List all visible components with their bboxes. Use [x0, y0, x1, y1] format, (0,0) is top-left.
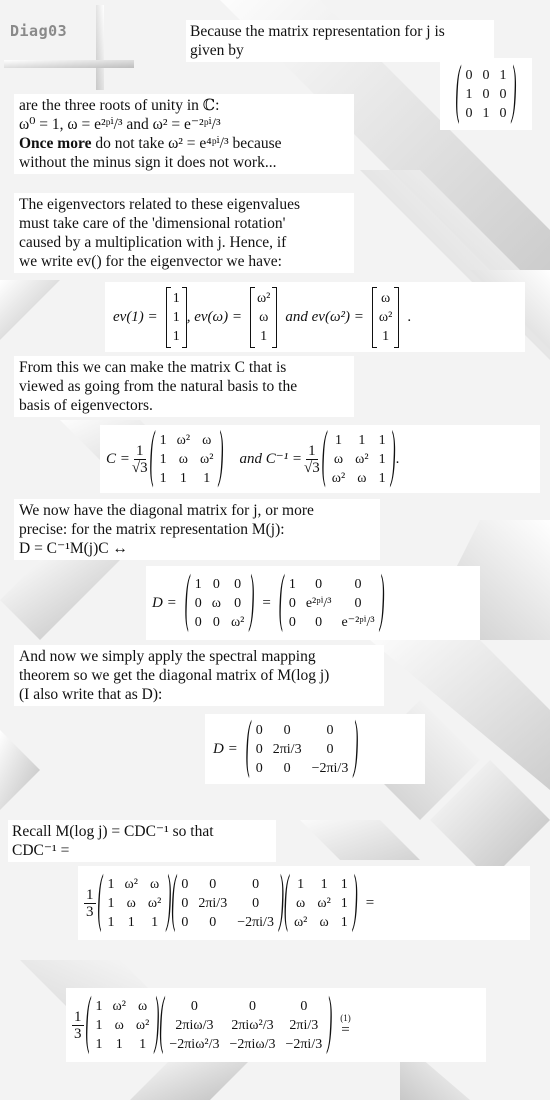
matrix-cell: 0: [465, 67, 473, 83]
matrix-cell: 0: [234, 576, 242, 592]
matrix-cell: 0: [252, 895, 260, 911]
matrix-cell: 1: [127, 914, 135, 930]
eigenvector-paragraph: The eigenvectors related to these eigenvalues must take care of the 'dimensional rotation' caused by a multiplication with j. Hence, if we write ev() for the eigenvector we have:: [14, 193, 354, 273]
diagonal-paragraph: We now have the diagonal matrix for j, or more precise: for the matrix representation M(j): D = C⁻¹M(j)C ↔: [14, 499, 380, 560]
matrix-cell: 0: [482, 86, 490, 102]
matrix-cell: 2πi/3: [198, 895, 228, 911]
matrix-cell: 0: [248, 998, 256, 1014]
matrix-cell: 1: [172, 328, 180, 344]
matrix-cell: 0: [354, 576, 362, 592]
matrix-c-paragraph: From this we can make the matrix C that is viewed as going from the natural basis to the basis of eigenvectors.: [14, 356, 354, 417]
matrix-cell: ω: [319, 914, 329, 930]
matrix-cell: 1: [288, 576, 296, 592]
matrix-row: [164, 1016, 327, 1035]
d-matrix-factor: [176, 875, 279, 932]
matrix-cell: ω²: [135, 1017, 150, 1033]
matrix-row: [91, 1035, 155, 1054]
matrix-cell: 0: [354, 595, 362, 611]
matrix-row: [155, 450, 219, 469]
matrix-row: [284, 594, 380, 613]
matrix-cell: −2πiω²/3: [169, 1036, 220, 1052]
matrix-cell: 1: [179, 470, 187, 486]
matrix-cell: ω: [381, 290, 391, 306]
matrix-row: [190, 575, 250, 594]
matrix-cell: 0: [194, 614, 202, 630]
matrix-cell: 0: [209, 876, 217, 892]
matrix-cell: 0: [482, 67, 490, 83]
matrix-row: [284, 575, 380, 594]
c-inverse-matrix: [327, 431, 391, 488]
matrix-cell: 0: [326, 741, 334, 757]
recall-paragraph: Recall M(log j) = CDC⁻¹ so that CDC⁻¹ =: [8, 820, 276, 862]
matrix-cell: 0: [181, 895, 189, 911]
matrix-cell: 0: [181, 914, 189, 930]
matrix-cell: ω: [296, 895, 306, 911]
matrix-row: [155, 431, 219, 450]
matrix-row: [374, 289, 397, 308]
matrix-row: [461, 85, 512, 104]
matrix-cell: 0: [283, 760, 291, 776]
matrix-row: [91, 1016, 155, 1035]
c-fraction: $\frac{1}{√3}$: [131, 442, 148, 476]
product-equation-1: $\frac{1}{3}$ ( 1 ω² ω 1 ω ω² 1 1 1 ) ( 0 0 0 0 2πi/3 0 0 0 −2πi/3 ) ( 1 1 1 ω ω² 1 ω² ω 1 ) =: [78, 866, 530, 940]
matrix-row: [251, 721, 354, 740]
matrix-cell: 1: [482, 105, 490, 121]
matrix-cell: 0: [194, 595, 202, 611]
matrix-cell: 2πiω²/3: [231, 1017, 274, 1033]
matrix-row: [284, 613, 380, 632]
matrix-row: [289, 875, 353, 894]
matrix-cell: 1: [151, 914, 159, 930]
matrix-cell: 1: [172, 309, 180, 325]
matrix-cell: 2πiω/3: [175, 1017, 214, 1033]
matrix-cell: 1: [340, 876, 348, 892]
matrix-row: [103, 875, 167, 894]
matrix-cell: 0: [465, 105, 473, 121]
spectral-paragraph: And now we simply apply the spectral mapping theorem so we get the diagonal matrix of M(log j) (I also write that as D):: [14, 645, 384, 706]
matrix-cell: 1: [465, 86, 473, 102]
d-matrices: D = ( 1 0 0 0 ω 0 0 0 ω² ) = ( 1 0 0 0 e²ᵖⁱ/³ 0 0 0 e⁻²ᵖⁱ/³ ): [146, 566, 480, 640]
matrix-cell: 0: [288, 614, 296, 630]
matrix-row: [327, 469, 391, 488]
matrix-cell: 0: [190, 998, 198, 1014]
matrix-cell: 2πi/3: [272, 741, 302, 757]
matrix-row: [252, 308, 275, 327]
eigenvector-equations: ev(1) = 1 1 1 , ev(ω) = ω² ω 1 and ev(ω²) = ω ω² 1 .: [105, 282, 525, 352]
matrix-cell: e⁻²ᵖⁱ/³: [341, 614, 375, 630]
matrix-row: [251, 740, 354, 759]
matrix-cell: 0: [499, 86, 507, 102]
matrix-cell: 0: [212, 576, 220, 592]
matrix-row: [91, 997, 155, 1016]
product-equation-2: $\frac{1}{3}$ ( 1 ω² ω 1 ω ω² 1 1 1 ) ( 0 0 0 2πiω/3 2πiω²/3 2πi/3 −2πiω²/3 −2πiω/3 −2πi/3 ) (1) =: [66, 988, 486, 1062]
matrix-row: [168, 327, 185, 346]
matrix-cell: ω: [150, 876, 160, 892]
matrix-cell: 1: [107, 895, 115, 911]
matrix-cell: 0: [252, 876, 260, 892]
matrix-cell: 1: [115, 1036, 123, 1052]
matrix-row: [374, 308, 397, 327]
matrix-j-table: [461, 66, 512, 123]
matrix-cell: 1: [382, 328, 390, 344]
matrix-cell: ω: [126, 895, 136, 911]
matrix-cell: ω²: [112, 998, 126, 1014]
matrix-row: [461, 104, 512, 123]
matrix-cell: −2πiω/3: [229, 1036, 276, 1052]
matrix-cell: ω²: [124, 876, 138, 892]
matrix-cell: ω²: [293, 914, 308, 930]
matrix-row: [289, 913, 353, 932]
matrix-cell: ω: [114, 1017, 124, 1033]
ev-omega2-vector: [372, 287, 399, 348]
matrix-cell: 1: [172, 290, 180, 306]
matrix-cell: 1: [358, 432, 366, 448]
matrix-cell: 0: [181, 876, 189, 892]
matrix-cell: −2πi/3: [237, 914, 274, 930]
matrix-cell: e²ᵖⁱ/³: [305, 595, 332, 611]
matrix-cell: ω²: [147, 895, 162, 911]
matrix-row: [374, 327, 397, 346]
matrix-cell: 1: [159, 470, 167, 486]
matrix-cell: 1: [499, 67, 507, 83]
matrix-cell: 1: [378, 470, 386, 486]
d-matrix-omega: [190, 575, 250, 632]
matrix-cell: ω: [333, 451, 344, 467]
matrix-cell: ω²: [256, 290, 271, 306]
matrix-cell: 1: [340, 895, 348, 911]
matrix-row: [176, 875, 279, 894]
dc-inverse-product: [164, 997, 327, 1054]
matrix-row: [190, 594, 250, 613]
matrix-cell: 0: [315, 614, 323, 630]
d-log-matrix-block: D = ( 0 0 0 0 2πi/3 0 0 0 −2πi/3 ): [205, 714, 425, 784]
matrix-cell: 0: [283, 722, 291, 738]
d-matrix-exp: [284, 575, 380, 632]
matrix-cell: ω²: [230, 614, 245, 630]
matrix-row: [103, 894, 167, 913]
matrix-row: [327, 431, 391, 450]
matrix-j: ( 0 0 1 1 0 0 0 1 0 ): [455, 56, 517, 127]
d-log-matrix: [251, 721, 354, 778]
c-matrix-factor-2: [91, 997, 155, 1054]
matrix-cell: 1: [297, 876, 305, 892]
matrix-row: [461, 66, 512, 85]
matrix-cell: ω²: [378, 309, 393, 325]
matrix-cell: 0: [499, 105, 507, 121]
matrix-cell: 1: [95, 1017, 103, 1033]
matrix-cell: 0: [234, 595, 242, 611]
intro-paragraph: Because the matrix representation for j is given by: [186, 20, 494, 62]
matrix-cell: ω: [259, 309, 269, 325]
matrix-cell: 0: [209, 914, 217, 930]
matrix-row: [164, 1035, 327, 1054]
matrix-row: [103, 913, 167, 932]
matrix-cell: ω²: [176, 432, 191, 448]
matrix-cell: 1: [340, 914, 348, 930]
matrix-cell: 0: [315, 576, 323, 592]
matrix-cell: 0: [255, 741, 263, 757]
logo: Diag03: [10, 22, 68, 40]
matrix-row: [168, 308, 185, 327]
matrix-cell: ω²: [331, 470, 346, 486]
c-matrices: C = $\frac{1}{√3}$ ( 1 ω² ω 1 ω ω² 1 1 1 ) and C⁻¹ = $\frac{1}{√3}$ ( 1 1 1 ω ω² 1 ω² ω 1 ) .: [100, 425, 540, 493]
matrix-cell: 0: [212, 614, 220, 630]
ev1-vector: [166, 287, 187, 348]
matrix-row: [289, 894, 353, 913]
matrix-row: [252, 327, 275, 346]
matrix-cell: 1: [320, 876, 328, 892]
matrix-cell: 1: [139, 1036, 147, 1052]
matrix-cell: 1: [95, 1036, 103, 1052]
matrix-cell: 1: [378, 451, 386, 467]
matrix-cell: 1: [334, 432, 342, 448]
roots-paragraph: are the three roots of unity in ℂ: ω⁰ = 1, ω = e²ᵖⁱ/³ and ω² = e⁻²ᵖⁱ/³ Once more do not take ω² = e⁴ᵖⁱ/³ because without the minus sign it does not work...: [14, 94, 354, 174]
matrix-cell: 1: [107, 876, 115, 892]
matrix-cell: 2πi/3: [289, 1017, 319, 1033]
matrix-row: [327, 450, 391, 469]
matrix-cell: 1: [159, 432, 167, 448]
matrix-cell: 1: [203, 470, 211, 486]
matrix-cell: 0: [300, 998, 308, 1014]
matrix-cell: 1: [107, 914, 115, 930]
matrix-cell: 1: [260, 328, 268, 344]
c-matrix-factor: [103, 875, 167, 932]
matrix-cell: −2πi/3: [285, 1036, 323, 1052]
matrix-cell: 1: [194, 576, 202, 592]
matrix-cell: ω²: [355, 451, 369, 467]
one-third-fraction-2: $\frac{1}{3}$: [74, 1008, 82, 1042]
matrix-cell: 1: [95, 998, 103, 1014]
cinv-fraction: $\frac{1}{√3}$: [304, 442, 320, 476]
matrix-cell: 0: [255, 722, 263, 738]
matrix-cell: ω: [178, 451, 188, 467]
matrix-row: [168, 289, 185, 308]
c-matrix: [155, 431, 219, 488]
one-third-fraction: $\frac{1}{3}$: [86, 886, 94, 920]
matrix-cell: ω: [357, 470, 367, 486]
matrix-cell: −2πi/3: [311, 760, 349, 776]
matrix-row: [252, 289, 275, 308]
matrix-row: [190, 613, 250, 632]
matrix-cell: ω²: [200, 451, 214, 467]
matrix-cell: 1: [159, 451, 167, 467]
matrix-cell: ω²: [317, 895, 331, 911]
matrix-cell: 0: [255, 760, 263, 776]
matrix-cell: ω: [138, 998, 148, 1014]
matrix-row: [176, 894, 279, 913]
matrix-row: [155, 469, 219, 488]
matrix-row: [176, 913, 279, 932]
ev-omega-vector: [250, 287, 277, 348]
matrix-row: [164, 997, 327, 1016]
matrix-cell: ω: [202, 432, 212, 448]
matrix-cell: 1: [378, 432, 386, 448]
matrix-cell: 0: [326, 722, 334, 738]
matrix-cell: ω: [211, 595, 221, 611]
matrix-row: [251, 759, 354, 778]
c-inverse-factor: [289, 875, 353, 932]
matrix-j-block: [440, 58, 532, 130]
labeled-equals: (1) =: [340, 1012, 351, 1038]
matrix-cell: 0: [288, 595, 296, 611]
